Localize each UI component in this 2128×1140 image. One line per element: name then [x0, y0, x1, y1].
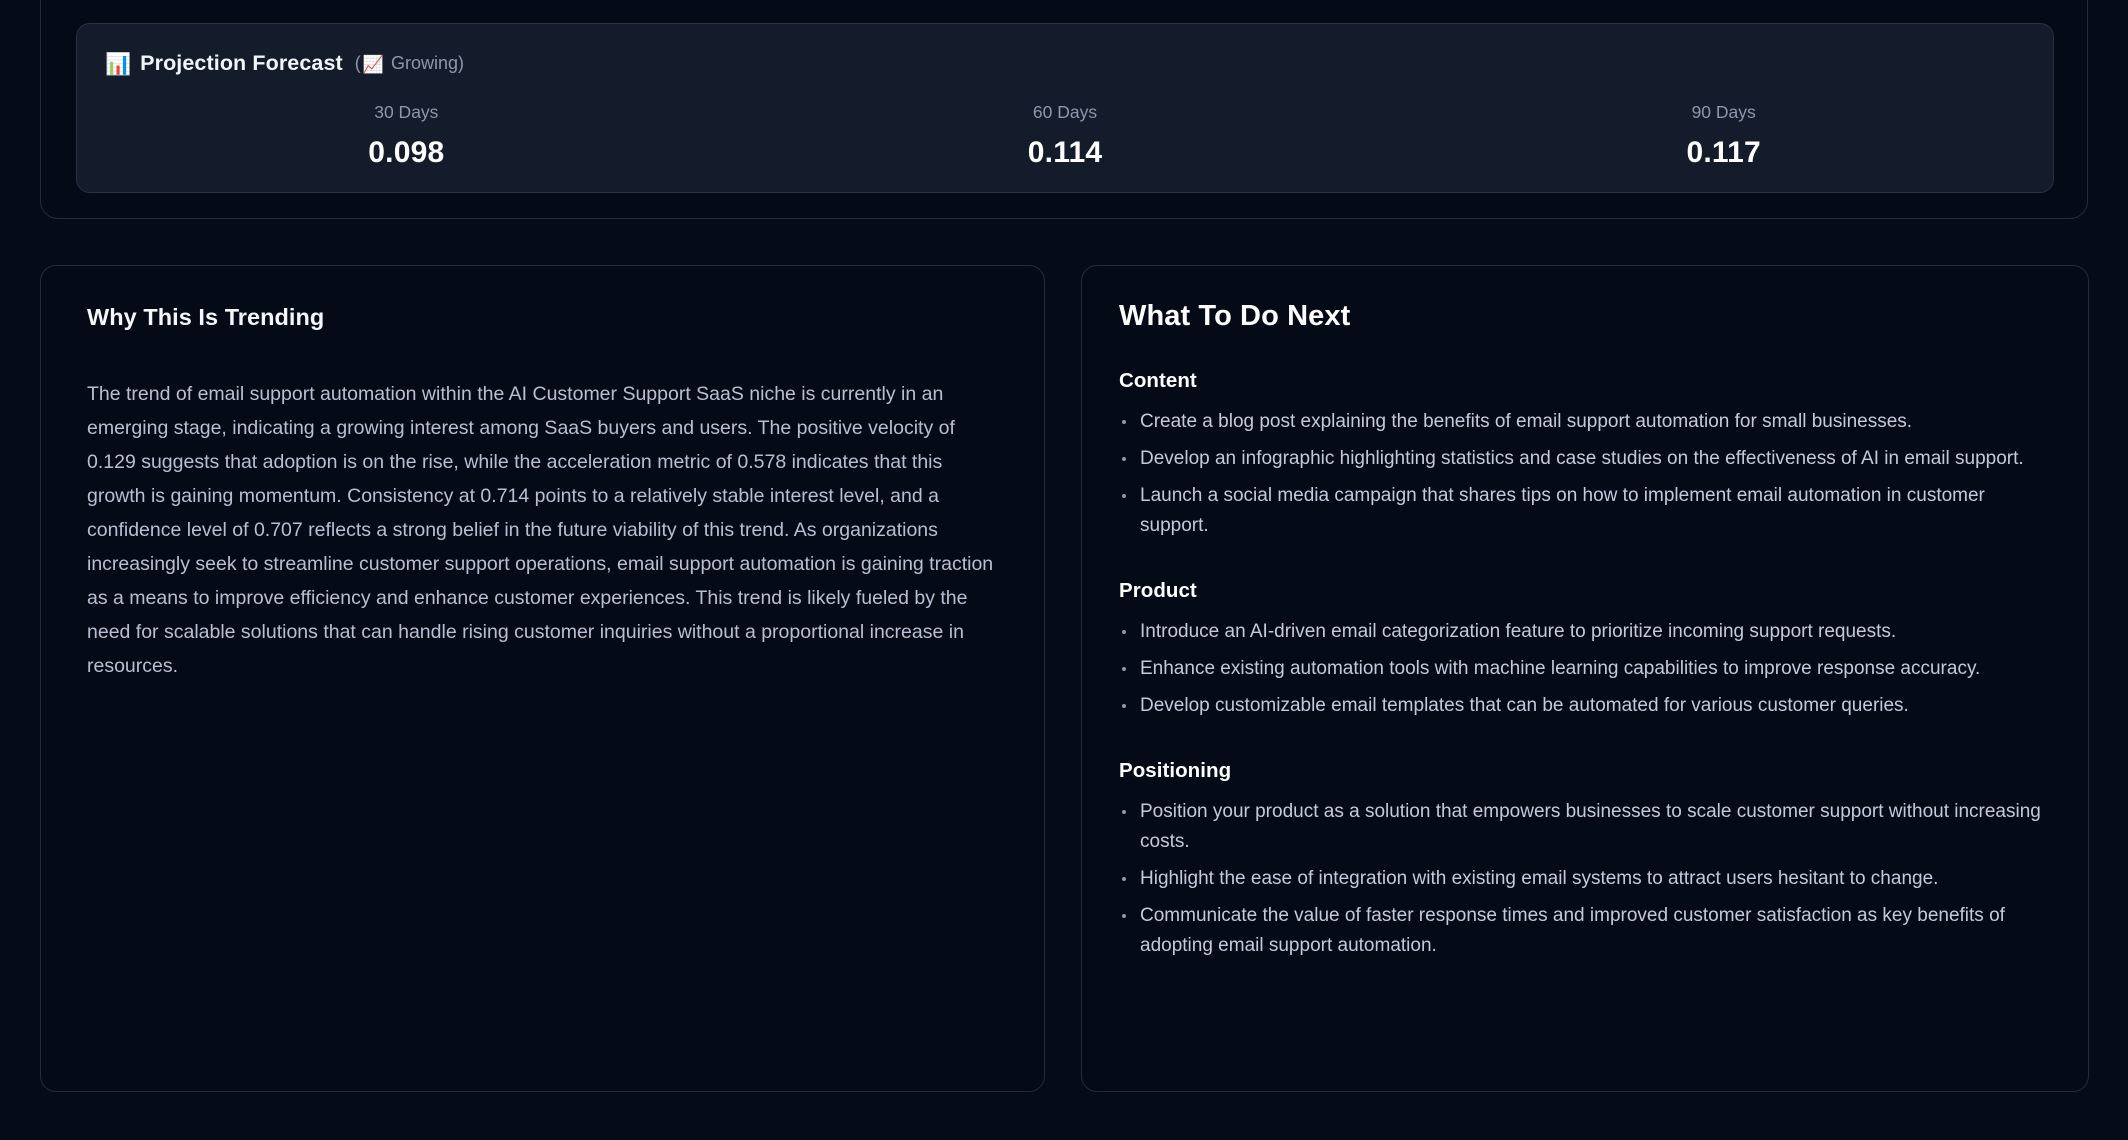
list-item: Develop an infographic highlighting statistics and case studies on the effectiveness of AI in email support. — [1119, 444, 2051, 474]
what-to-do-next-card — [1081, 265, 2089, 1092]
forecast-metric-label: 30 Days — [374, 102, 439, 122]
recommendation-list-positioning — [1119, 797, 2051, 961]
list-item: Highlight the ease of integration with existing email systems to attract users hesitant to change. — [1119, 864, 2051, 894]
insight-panels-row — [0, 265, 2128, 1095]
forecast-metric-30-days — [77, 102, 736, 170]
why-this-is-trending-body: The trend of email support automation within the AI Customer Support SaaS niche is currently in an emerging stage, indicating a growing interest among SaaS buyers and users. The positive velocity of 0.129 suggests that adoption is on the rise, while the acceleration metric of 0.578 indicates that this growth is gaining momentum. Consistency at 0.714 points to a relatively stable interest level, and a confidence level of 0.707 reflects a strong belief in the future viability of this trend. As organizations increasingly seek to streamline customer support operations, email support automation is gaining traction as a means to improve efficiency and enhance customer experiences. This trend is likely fueled by the need for scalable solutions that can handle rising customer inquiries without a proportional increase in resources. — [87, 383, 994, 677]
why-this-is-trending-title: Why This Is Trending — [87, 304, 325, 330]
section-heading-content: Content — [1119, 369, 1197, 392]
list-item: Introduce an AI-driven email categorization feature to prioritize incoming support requests. — [1119, 617, 2051, 647]
list-item: Develop customizable email templates that can be automated for various customer queries. — [1119, 691, 2051, 721]
growth-status-badge — [355, 53, 464, 74]
section-heading-positioning: Positioning — [1119, 759, 1232, 782]
list-item: Create a blog post explaining the benefits of email support automation for small businesses. — [1119, 407, 2051, 437]
bar-chart-icon: 📊 — [105, 53, 132, 76]
recommendation-list-product — [1119, 617, 2051, 721]
forecast-metric-value: 0.098 — [368, 136, 445, 169]
forecast-metric-value: 0.114 — [1027, 136, 1103, 169]
forecast-metric-label: 90 Days — [1691, 102, 1756, 122]
list-item: Position your product as a solution that empowers businesses to scale customer support without increasing costs. — [1119, 797, 2051, 857]
what-to-do-next-title: What To Do Next — [1119, 300, 1351, 332]
projection-forecast-metrics — [77, 102, 2053, 170]
chart-increasing-icon: 📈 — [362, 54, 384, 74]
recommendation-section-content — [1119, 369, 2051, 541]
list-item: Launch a social media campaign that shares tips on how to implement email automation in customer support. — [1119, 481, 2051, 541]
growth-status-label: Growing) — [390, 53, 464, 73]
forecast-metric-60-days — [736, 102, 1395, 170]
list-item: Communicate the value of faster response times and improved customer satisfaction as key benefits of adopting email support automation. — [1119, 901, 2051, 961]
recommendation-section-positioning — [1119, 759, 2051, 961]
projection-forecast-title: Projection Forecast — [140, 51, 343, 75]
open-paren: ( — [354, 53, 361, 73]
forecast-metric-value: 0.117 — [1686, 136, 1761, 169]
forecast-metric-label: 60 Days — [1032, 102, 1098, 122]
recommendation-section-product — [1119, 579, 2051, 721]
why-this-is-trending-card — [40, 265, 1045, 1092]
recommendation-list-content — [1119, 407, 2051, 541]
section-heading-product: Product — [1119, 579, 1197, 602]
projection-forecast-inner-panel — [76, 23, 2054, 193]
projection-forecast-card — [40, 0, 2088, 219]
forecast-metric-90-days — [1394, 102, 2053, 170]
projection-forecast-header — [105, 51, 464, 76]
list-item: Enhance existing automation tools with machine learning capabilities to improve response accuracy. — [1119, 654, 2051, 684]
